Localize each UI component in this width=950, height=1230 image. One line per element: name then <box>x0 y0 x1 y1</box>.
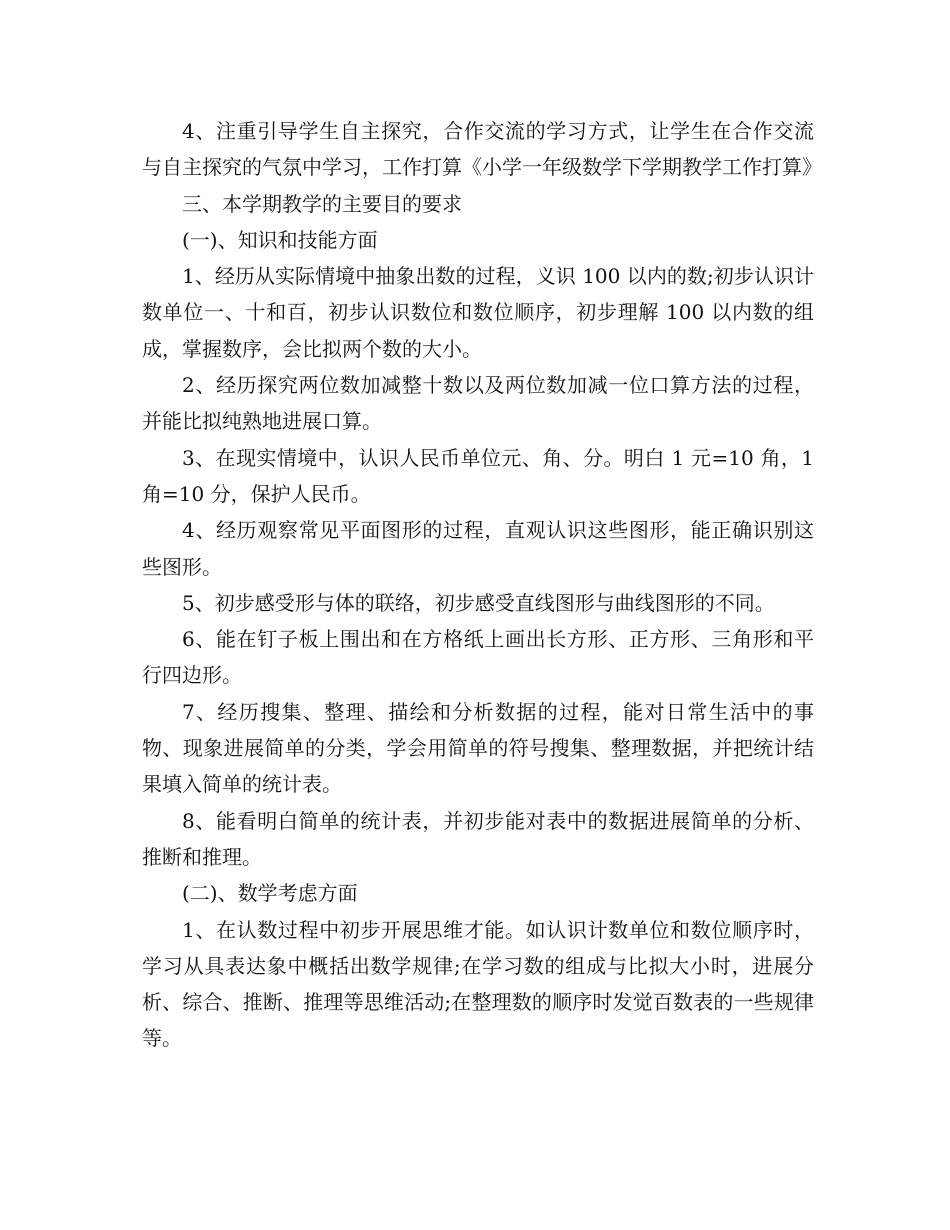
paragraph-item-7-data-collection: 7、经历搜集、整理、描绘和分析数据的过程，能对日常生活中的事物、现象进展简单的分类，学会用简单的符号搜集、整理数据，并把统计结果填入简单的统计表。 <box>142 699 814 797</box>
paragraph-thinking-item-1: 1、在认数过程中初步开展思维才能。如认识计数单位和数位顺序时，学习从具表达象中概括出数学规律;在学习数的组成与比拟大小时，进展分析、综合、推断、推理等思维活动;在整理数的顺序时发觉百数表的一些规律等。 <box>142 917 814 1051</box>
paragraph-goal-4-interaction: 4、注重引导学生自主探究，合作交流的学习方式，让学生在合作交流与自主探究的气氛中学习，工作打算《小学一年级数学下学期教学工作打算》 <box>142 119 822 180</box>
paragraph-item-3-currency: 3、在现实情境中，认识人民币单位元、角、分。明白 1 元=10 角，1 角=10 分，保护人民币。 <box>142 445 814 506</box>
paragraph-item-8-statistics-table: 8、能看明白简单的统计表，并初步能对表中的数据进展简单的分析、推断和推理。 <box>142 808 814 869</box>
paragraph-item-6-pegboard: 6、能在钉子板上围出和在方格纸上画出长方形、正方形、三角形和平行四边形。 <box>142 627 814 688</box>
section-heading-teaching-goals: 三、本学期教学的主要目的要求 <box>182 191 462 216</box>
subheading-math-thinking: (二)、数学考虑方面 <box>182 881 358 906</box>
paragraph-item-2-mental-math: 2、经历探究两位数加减整十数以及两位数加减一位口算方法的过程，并能比拟纯熟地进展口算。 <box>142 373 814 434</box>
subheading-knowledge-skills: (一)、知识和技能方面 <box>182 227 378 252</box>
document-page <box>142 113 822 1057</box>
paragraph-item-1-numbers: 1、经历从实际情境中抽象出数的过程，义识 100 以内的数;初步认识计数单位一、十和百，初步认识数位和数位顺序，初步理解 100 以内数的组成，掌握数序，会比拟两个数的大小。 <box>142 264 814 361</box>
paragraph-item-5-shape-solid: 5、初步感受形与体的联络，初步感受直线图形与曲线图形的不同。 <box>182 590 775 615</box>
paragraph-item-4-plane-shapes: 4、经历观察常见平面图形的过程，直观认识这些图形，能正确识别这些图形。 <box>142 518 814 579</box>
